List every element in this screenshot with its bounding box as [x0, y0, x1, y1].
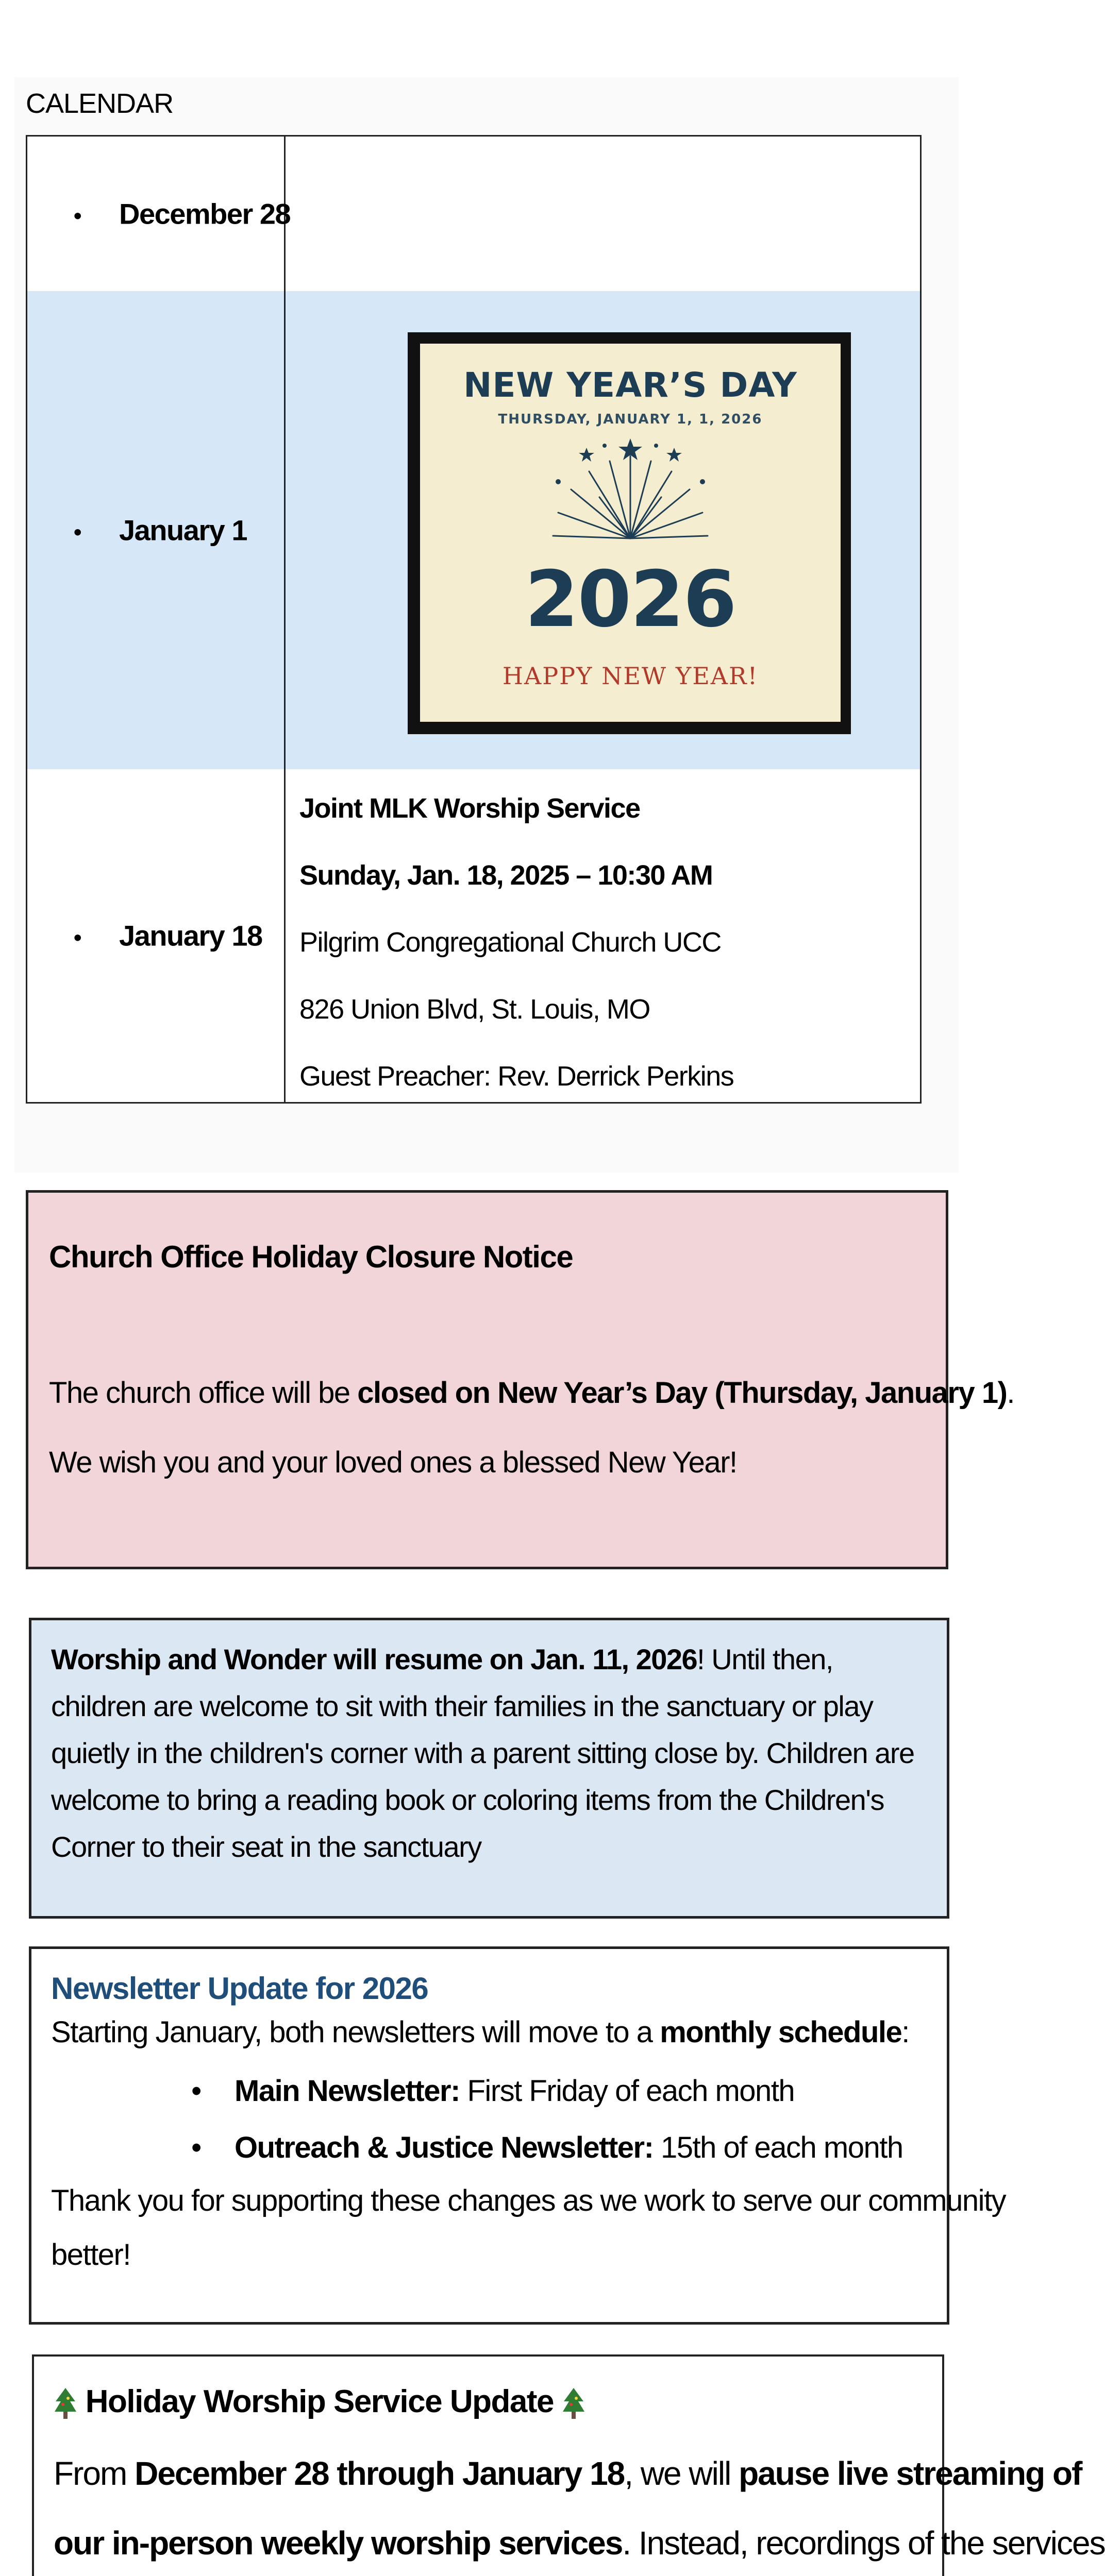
- newsletter-update: [29, 1946, 1006, 2325]
- bullet: •: [74, 519, 81, 545]
- christmas-tree-icon: [562, 2387, 585, 2421]
- mlk-service-datetime: Sunday, Jan. 18, 2025 – 10:30 AM: [299, 860, 713, 891]
- calendar-date: January 1: [119, 514, 247, 547]
- calendar-heading: CALENDAR: [26, 88, 174, 119]
- mlk-service-preacher: Guest Preacher: Rev. Derrick Perkins: [299, 1061, 734, 1092]
- holiday-text-line: our in-person weekly worship services. Instead, recordings of the services: [54, 2524, 1105, 2562]
- holiday-worship-update: [32, 2354, 1105, 2576]
- calendar-date: January 18: [119, 919, 262, 952]
- bullet: •: [74, 925, 81, 951]
- mlk-service-church: Pilgrim Congregational Church UCC: [299, 927, 721, 958]
- christmas-tree-icon: [54, 2387, 77, 2421]
- closure-notice-line: The church office will be closed on New Year’s Day (Thursday, January 1).: [49, 1376, 1015, 1410]
- newsletter-intro: Starting January, both newsletters will move to a monthly schedule:: [51, 2015, 909, 2049]
- newsletter-title: Newsletter Update for 2026: [51, 1971, 428, 2006]
- calendar-row-dec-28: [27, 137, 920, 293]
- worship-and-wonder-text: Worship and Wonder will resume on Jan. 11, 2026! Until then, children are welcome to sit with their families in the sanctuary or play quietly in the children's corner with a parent sitting close by. Children are welcome to bring a reading book or coloring items from the Children's Corner to their seat in the sanctuary: [51, 1643, 914, 1863]
- newsletter-bullet-main: • Main Newsletter: First Friday of each month: [191, 2074, 795, 2108]
- office-closure-notice: [26, 1190, 1015, 1569]
- calendar-date: December 28: [119, 197, 291, 230]
- new-years-image-title: NEW YEAR’S DAY: [463, 365, 797, 405]
- newsletter-thanks: Thank you for supporting these changes as we work to serve our community: [51, 2184, 1006, 2217]
- new-years-day-image: [408, 332, 851, 734]
- mlk-service-title: Joint MLK Worship Service: [299, 793, 640, 824]
- new-years-image-year: 2026: [525, 555, 736, 645]
- holiday-text-line: From December 28 through January 18, we will pause live streaming of: [54, 2455, 1082, 2492]
- calendar-row-jan-18: [27, 769, 920, 1102]
- bullet: •: [74, 203, 81, 229]
- calendar-event-cell: [284, 137, 920, 291]
- new-years-image-date: THURSDAY, JANUARY 1, 1, 2026: [498, 412, 763, 427]
- new-years-image-greeting: HAPPY NEW YEAR!: [502, 662, 759, 690]
- closure-blessing-line: We wish you and your loved ones a blessed New Year!: [49, 1446, 737, 1479]
- worship-and-wonder-notice: [29, 1618, 949, 1919]
- mlk-service-address: 826 Union Blvd, St. Louis, MO: [299, 994, 650, 1025]
- calendar-row-jan-1: [27, 291, 920, 771]
- closure-notice-title: Church Office Holiday Closure Notice: [49, 1240, 573, 1274]
- calendar-event-cell: [284, 769, 920, 1102]
- calendar-event-cell: [284, 291, 920, 769]
- fireworks-icon: [538, 435, 723, 559]
- newsletter-thanks-cont: better!: [51, 2238, 130, 2272]
- holiday-worship-title: Holiday Worship Service Update: [54, 2383, 585, 2421]
- newsletter-bullet-outreach: • Outreach & Justice Newsletter: 15th of each month: [191, 2131, 903, 2164]
- calendar-table: [26, 135, 922, 1104]
